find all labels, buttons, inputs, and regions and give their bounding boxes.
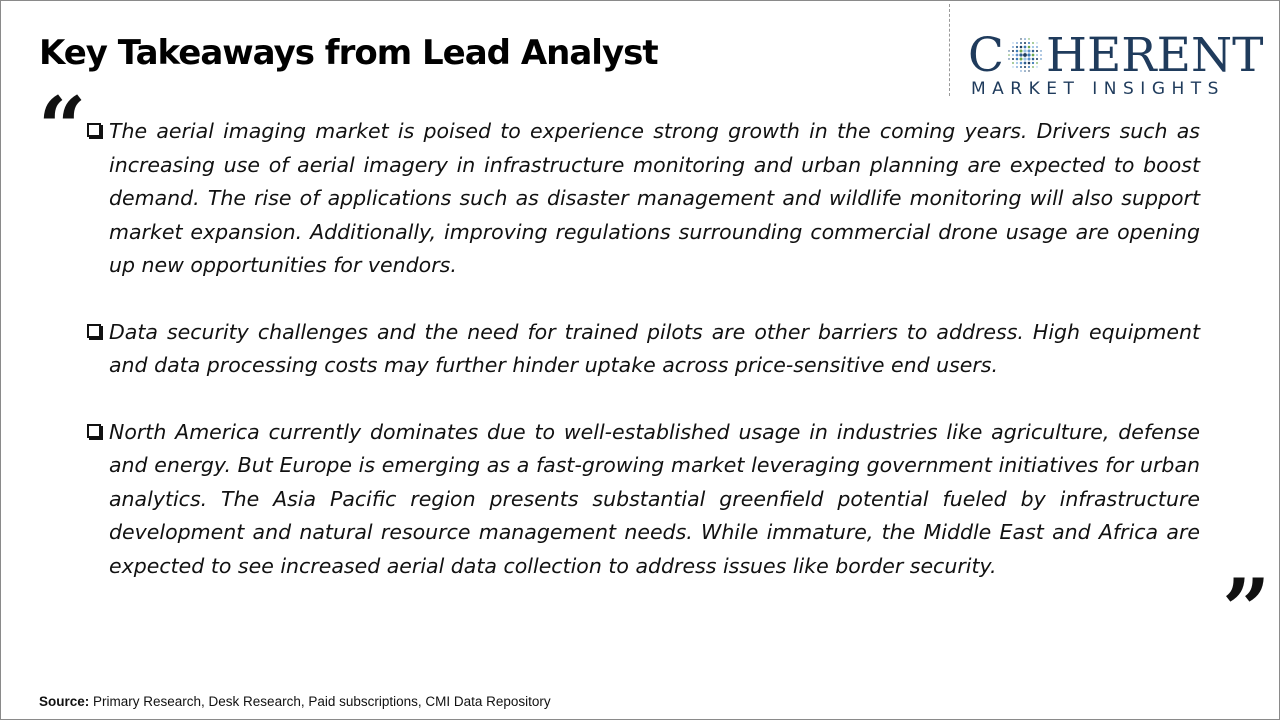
logo-word-suffix: HERENT xyxy=(1045,28,1264,83)
close-quote-icon: ” xyxy=(1222,560,1271,659)
open-quote-icon: “ xyxy=(38,78,87,177)
takeaway-text: Data security challenges and the need for trained pilots are other barriers to address. High equipment and data processing costs may further hinder uptake across price-sensitive end users. xyxy=(109,319,1200,377)
logo-globe-icon xyxy=(1005,34,1045,74)
checkbox-bullet-icon xyxy=(87,424,101,438)
logo-subtitle: MARKET INSIGHTS xyxy=(971,79,1225,99)
source-label: Source: xyxy=(39,694,90,709)
source-note xyxy=(39,694,551,709)
source-text: Primary Research, Desk Research, Paid subscriptions, CMI Data Repository xyxy=(89,694,551,709)
takeaway-item xyxy=(86,316,1200,383)
takeaway-item xyxy=(86,115,1200,283)
checkbox-bullet-icon xyxy=(87,324,101,338)
takeaway-text: North America currently dominates due to well-established usage in industries like agriculture, defense and energy. But Europe is emerging as a fast-growing market leveraging government initiatives for urban analytics. The Asia Pacific region presents substantial greenfield potential fueled by infrastructure development and natural resource management needs. While immature, the Middle East and Africa are expected to see increased aerial data collection to address issues like border security. xyxy=(109,419,1200,578)
logo-word-prefix: C xyxy=(968,28,1004,83)
takeaway-text: The aerial imaging market is poised to experience strong growth in the coming years. Drivers such as increasing use of aerial imagery in infrastructure monitoring and urban planning are expected to boost demand. The rise of applications such as disaster management and wildlife monitoring will also support market expansion. Additionally, improving regulations surrounding commercial drone usage are opening up new opportunities for vendors. xyxy=(109,119,1200,277)
page-title: Key Takeaways from Lead Analyst xyxy=(39,33,658,73)
coherent-logo xyxy=(966,30,1266,100)
logo-divider xyxy=(949,4,950,96)
takeaway-list xyxy=(86,115,1200,616)
checkbox-bullet-icon xyxy=(87,123,101,137)
takeaway-item xyxy=(86,416,1200,584)
logo-wordmark xyxy=(968,30,1263,82)
